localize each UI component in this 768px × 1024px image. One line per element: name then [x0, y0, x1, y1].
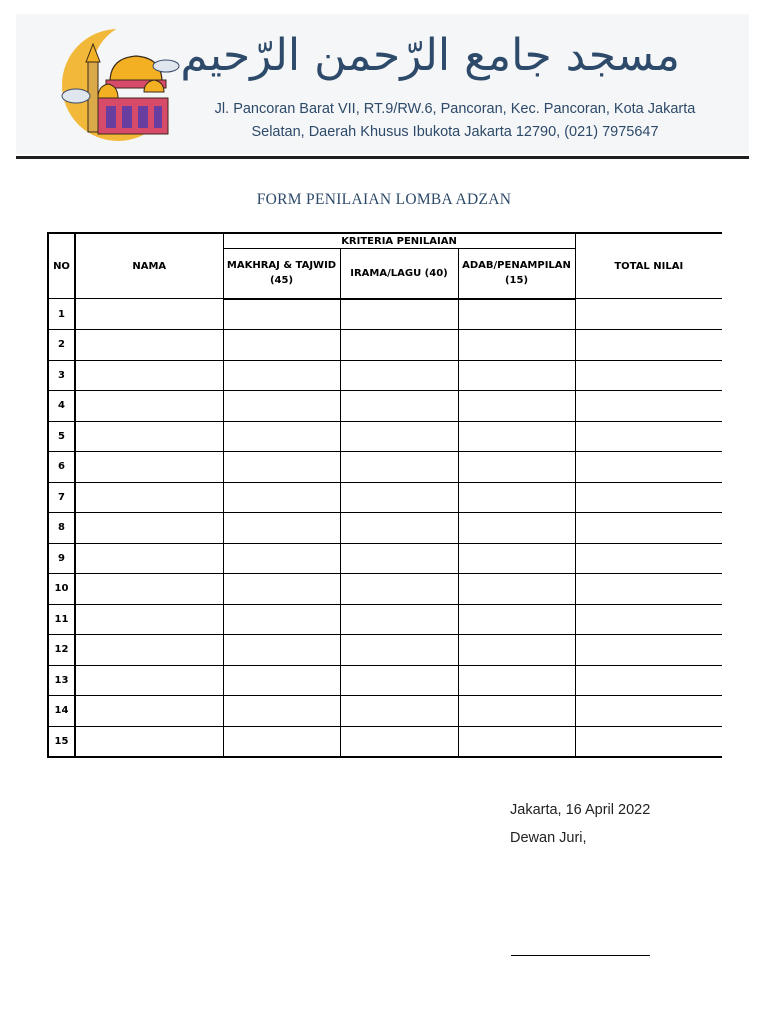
row-number: 7 — [48, 482, 75, 513]
table-row — [48, 391, 722, 422]
row-number: 1 — [48, 299, 75, 330]
adab-cell[interactable] — [458, 574, 575, 605]
nama-cell[interactable] — [75, 513, 223, 544]
row-number: 10 — [48, 574, 75, 605]
table-row — [48, 543, 722, 574]
irama-cell[interactable] — [340, 726, 458, 757]
row-number: 5 — [48, 421, 75, 452]
adab-cell[interactable] — [458, 452, 575, 483]
irama-cell[interactable] — [340, 665, 458, 696]
makhraj-cell[interactable] — [223, 360, 340, 391]
row-number: 12 — [48, 635, 75, 666]
irama-cell[interactable] — [340, 604, 458, 635]
score-table — [47, 232, 722, 758]
irama-cell[interactable] — [340, 482, 458, 513]
nama-cell[interactable] — [75, 543, 223, 574]
table-row — [48, 635, 722, 666]
adab-cell[interactable] — [458, 665, 575, 696]
table-row — [48, 330, 722, 361]
irama-cell[interactable] — [340, 574, 458, 605]
total-cell[interactable] — [575, 391, 722, 422]
makhraj-cell[interactable] — [223, 543, 340, 574]
adab-cell[interactable] — [458, 696, 575, 727]
irama-cell[interactable] — [340, 696, 458, 727]
adab-cell[interactable] — [458, 513, 575, 544]
table-row — [48, 482, 722, 513]
adab-cell[interactable] — [458, 299, 575, 330]
total-cell[interactable] — [575, 604, 722, 635]
nama-cell[interactable] — [75, 696, 223, 727]
nama-cell[interactable] — [75, 360, 223, 391]
table-row — [48, 665, 722, 696]
nama-cell[interactable] — [75, 726, 223, 757]
adab-cell[interactable] — [458, 391, 575, 422]
irama-cell[interactable] — [340, 452, 458, 483]
total-cell[interactable] — [575, 635, 722, 666]
total-cell[interactable] — [575, 421, 722, 452]
total-cell[interactable] — [575, 726, 722, 757]
row-number: 13 — [48, 665, 75, 696]
makhraj-cell[interactable] — [223, 299, 340, 330]
row-number: 15 — [48, 726, 75, 757]
nama-cell[interactable] — [75, 452, 223, 483]
nama-cell[interactable] — [75, 635, 223, 666]
header-kriteria: KRITERIA PENILAIAN — [223, 233, 575, 249]
address-line-2: Selatan, Daerah Khusus Ibukota Jakarta 12790, (021) 7975647 — [251, 124, 659, 140]
nama-cell[interactable] — [75, 299, 223, 330]
adab-cell[interactable] — [458, 635, 575, 666]
makhraj-cell[interactable] — [223, 482, 340, 513]
nama-cell[interactable] — [75, 604, 223, 635]
makhraj-cell[interactable] — [223, 696, 340, 727]
row-number: 3 — [48, 360, 75, 391]
row-number: 4 — [48, 391, 75, 422]
total-cell[interactable] — [575, 482, 722, 513]
makhraj-cell[interactable] — [223, 604, 340, 635]
signature-role: Dewan Juri, — [510, 830, 587, 846]
adab-cell[interactable] — [458, 726, 575, 757]
mosque-name-arabic: مسجد جامع الرّحمن الرّحيم — [180, 30, 680, 81]
total-cell[interactable] — [575, 360, 722, 391]
table-row — [48, 299, 722, 330]
irama-cell[interactable] — [340, 543, 458, 574]
makhraj-cell[interactable] — [223, 665, 340, 696]
irama-cell[interactable] — [340, 391, 458, 422]
crescent-mosque-icon — [58, 22, 184, 144]
nama-cell[interactable] — [75, 574, 223, 605]
makhraj-cell[interactable] — [223, 635, 340, 666]
row-number: 14 — [48, 696, 75, 727]
nama-cell[interactable] — [75, 330, 223, 361]
row-number: 8 — [48, 513, 75, 544]
total-cell[interactable] — [575, 543, 722, 574]
form-title: FORM PENILAIAN LOMBA ADZAN — [256, 191, 512, 208]
row-number: 11 — [48, 604, 75, 635]
total-cell[interactable] — [575, 452, 722, 483]
irama-cell[interactable] — [340, 360, 458, 391]
total-cell[interactable] — [575, 330, 722, 361]
makhraj-cell[interactable] — [223, 574, 340, 605]
table-row — [48, 696, 722, 727]
row-number: 6 — [48, 452, 75, 483]
table-row — [48, 726, 722, 757]
irama-cell[interactable] — [340, 299, 458, 330]
table-row — [48, 604, 722, 635]
header-irama: IRAMA/LAGU (40) — [340, 249, 458, 299]
nama-cell[interactable] — [75, 391, 223, 422]
makhraj-cell[interactable] — [223, 421, 340, 452]
signature-line — [511, 955, 650, 956]
table-row — [48, 574, 722, 605]
adab-cell[interactable] — [458, 604, 575, 635]
row-number: 9 — [48, 543, 75, 574]
header-divider — [16, 156, 749, 159]
address-line-1: Jl. Pancoran Barat VII, RT.9/RW.6, Pancoran, Kec. Pancoran, Kota Jakarta — [214, 101, 696, 117]
header-adab: ADAB/PENAMPILAN (15) — [458, 249, 575, 299]
total-cell[interactable] — [575, 513, 722, 544]
total-cell[interactable] — [575, 665, 722, 696]
irama-cell[interactable] — [340, 330, 458, 361]
table-row — [48, 421, 722, 452]
makhraj-cell[interactable] — [223, 513, 340, 544]
total-cell[interactable] — [575, 574, 722, 605]
adab-cell[interactable] — [458, 360, 575, 391]
adab-cell[interactable] — [458, 330, 575, 361]
table-row — [48, 513, 722, 544]
irama-cell[interactable] — [340, 421, 458, 452]
header-nama: NAMA — [75, 233, 223, 299]
irama-cell[interactable] — [340, 635, 458, 666]
header-no: NO — [48, 233, 75, 299]
row-number: 2 — [48, 330, 75, 361]
signature-place-date: Jakarta, 16 April 2022 — [510, 802, 651, 818]
makhraj-cell[interactable] — [223, 330, 340, 361]
nama-cell[interactable] — [75, 482, 223, 513]
total-cell[interactable] — [575, 696, 722, 727]
total-cell[interactable] — [575, 299, 722, 330]
adab-cell[interactable] — [458, 543, 575, 574]
table-row — [48, 360, 722, 391]
adab-cell[interactable] — [458, 421, 575, 452]
makhraj-cell[interactable] — [223, 726, 340, 757]
header-total: TOTAL NILAI — [575, 233, 722, 299]
adab-cell[interactable] — [458, 482, 575, 513]
makhraj-cell[interactable] — [223, 452, 340, 483]
nama-cell[interactable] — [75, 665, 223, 696]
makhraj-cell[interactable] — [223, 391, 340, 422]
header-makhraj: MAKHRAJ & TAJWID (45) — [223, 249, 340, 299]
nama-cell[interactable] — [75, 421, 223, 452]
irama-cell[interactable] — [340, 513, 458, 544]
table-row — [48, 452, 722, 483]
